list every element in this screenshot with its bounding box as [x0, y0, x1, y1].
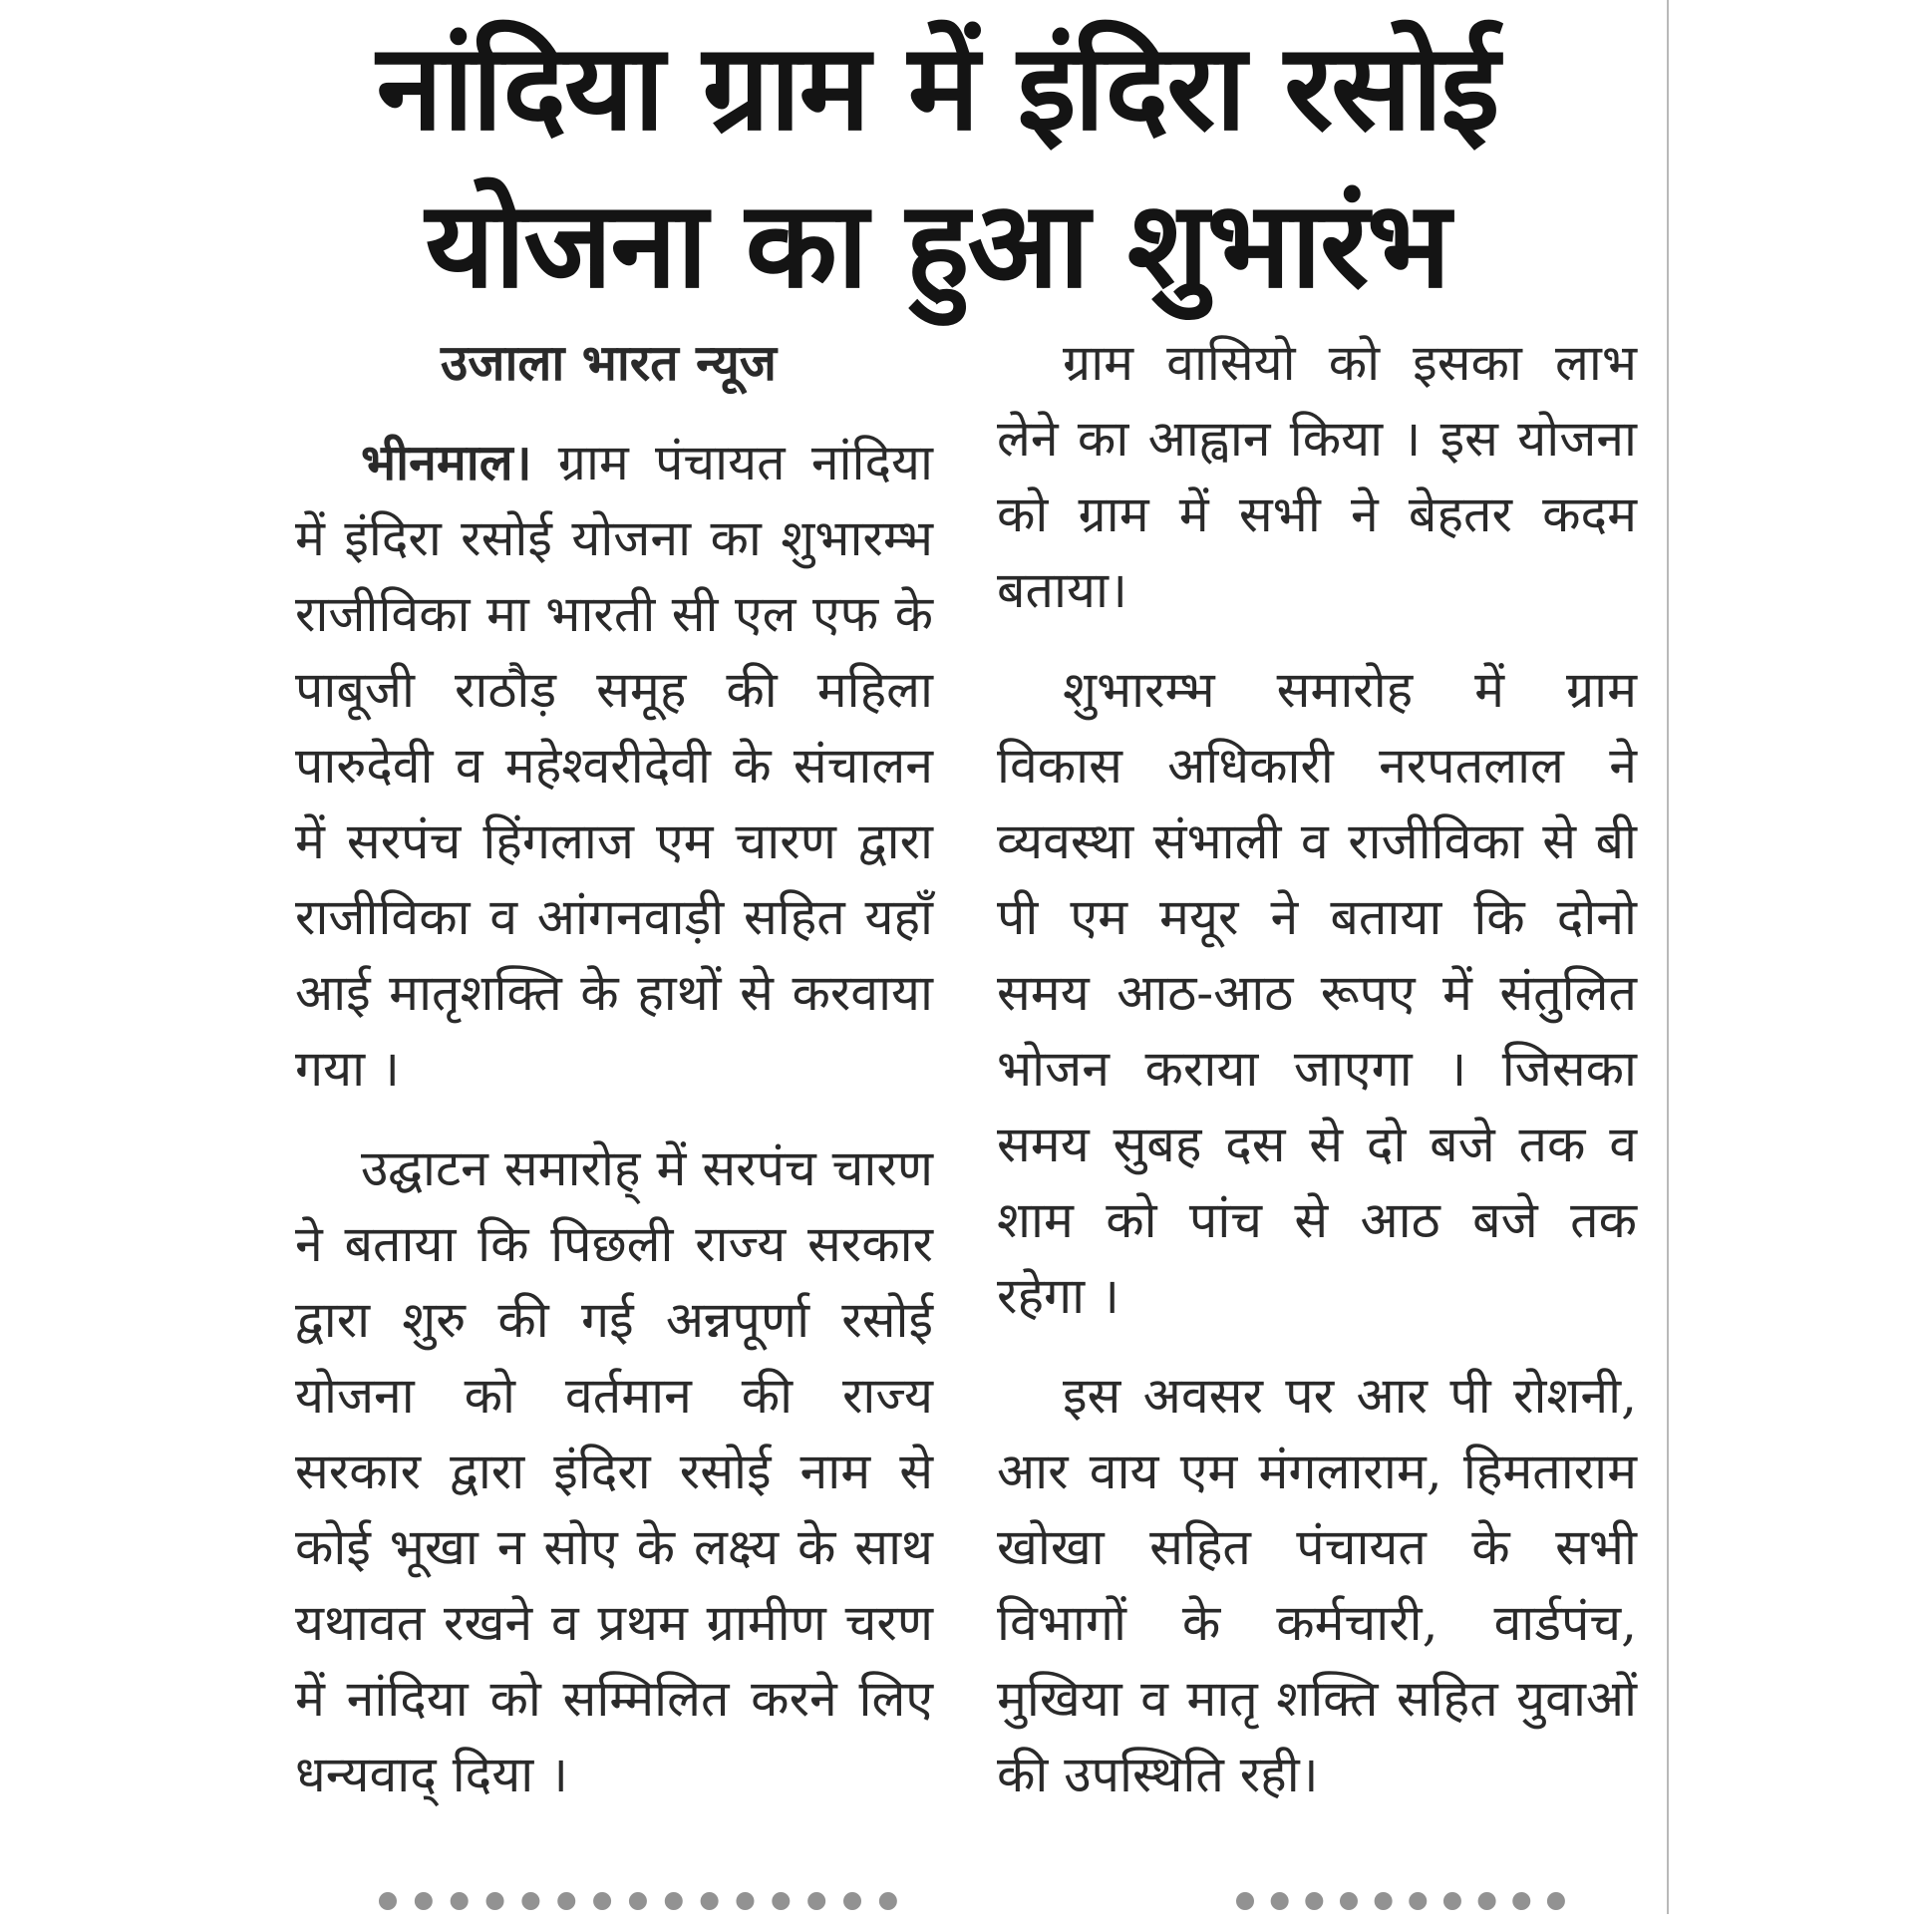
cropped-next-text-left: [379, 1892, 897, 1932]
headline-line-1: नांदिया ग्राम में इंदिरा रसोई: [376, 19, 1498, 158]
paragraph-5: इस अवसर पर आर पी रोशनी, आर वाय एम मंगलाराम, हिमताराम खोखा सहित पंचायत के सभी विभागों के कर्मचारी, वार्डपंच, मुखिया व मातृ शक्ति सहित युवाओं की उपस्थिति रही।: [997, 1367, 1637, 1803]
column-divider: [1667, 0, 1669, 1914]
byline: उजाला भारत न्यूज: [441, 333, 778, 392]
cropped-next-text-right: [1236, 1892, 1565, 1932]
article-column-left: [295, 325, 933, 1836]
dateline: भीनमाल।: [361, 433, 532, 491]
paragraph-3: ग्राम वासियो को इसका लाभ लेने का आह्वान किया । इस योजना को ग्राम में सभी ने बेहतर कदम बताया।: [997, 334, 1637, 619]
paragraph-1: [295, 425, 933, 1107]
article-column-right: [997, 325, 1637, 1836]
headline-line-2: योजना का हुआ शुभारंभ: [425, 176, 1449, 315]
paragraph-2: उद्घाटन समारोह् में सरपंच चारण ने बताया कि पिछली राज्य सरकार द्वारा शुरु की गई अन्नपूर्णा रसोई योजना को वर्तमान की राज्य सरकार द्वारा इंदिरा रसोई नाम से कोई भूखा न सोए के लक्ष्य के साथ यथावत रखने व प्रथम ग्रामीण चरण में नांदिया को सम्मिलित करने लिए धन्यवाद् दिया ।: [295, 1139, 933, 1803]
paragraph-1-text: ग्राम पंचायत नांदिया में इंदिरा रसोई योजना का शुभारम्भ राजीविका मा भारती सी एल एफ के पाबूजी राठौड़ समूह की महिला पारुदेवी व महेश्वरीदेवी के संचालन में सरपंच हिंगलाज एम चारण द्वारा राजीविका व आंगनवाड़ी सहित यहाँ आई मातृशक्ति के हाथों से करवाया गया ।: [295, 434, 933, 1098]
paragraph-4: शुभारम्भ समारोह में ग्राम विकास अधिकारी नरपतलाल ने व्यवस्था संभाली व राजीविका से बी पी एम मयूर ने बताया कि दोनो समय आठ-आठ रूपए में संतुलित भोजन कराया जाएगा । जिसका समय सुबह दस से दो बजे तक व शाम को पांच से आठ बजे तक रहेगा ।: [997, 661, 1637, 1325]
headline: [239, 10, 1635, 325]
